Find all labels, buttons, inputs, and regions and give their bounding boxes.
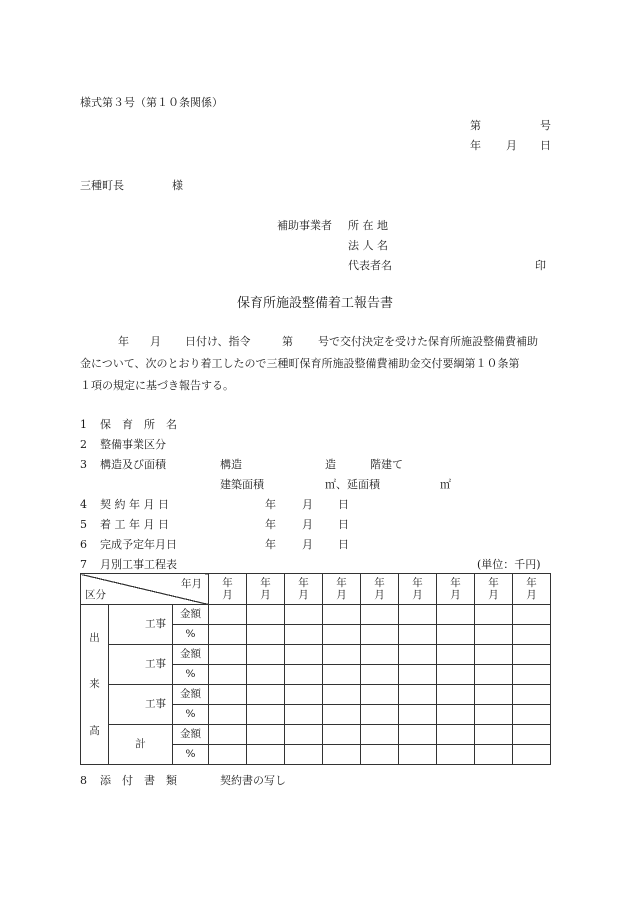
- input-cell[interactable]: [285, 645, 323, 665]
- input-cell[interactable]: [513, 645, 551, 665]
- input-cell[interactable]: [247, 745, 285, 765]
- input-cell[interactable]: [247, 645, 285, 665]
- complete-month: 月: [302, 538, 313, 551]
- doc-date-day: 日: [540, 139, 551, 152]
- input-cell[interactable]: [209, 605, 247, 625]
- input-cell[interactable]: [209, 645, 247, 665]
- item-label-6: 完成予定年月日: [100, 538, 177, 551]
- input-cell[interactable]: [323, 725, 361, 745]
- work-label: 工事: [109, 685, 173, 725]
- input-cell[interactable]: [285, 625, 323, 645]
- input-cell[interactable]: [323, 605, 361, 625]
- input-cell[interactable]: [399, 605, 437, 625]
- side-label-dekidaka: 出 来 高: [81, 605, 109, 765]
- item-label-8: 添 付 書 類: [100, 774, 177, 787]
- input-cell[interactable]: [399, 745, 437, 765]
- body-no-prefix: 第: [282, 335, 293, 348]
- input-cell[interactable]: [247, 725, 285, 745]
- doc-date-year: 年: [470, 139, 481, 152]
- input-cell[interactable]: [475, 645, 513, 665]
- percent-label: %: [173, 625, 209, 645]
- contract-year: 年: [265, 498, 276, 511]
- body-year: 年: [118, 335, 129, 348]
- work-label: 工事: [109, 645, 173, 685]
- input-cell[interactable]: [513, 725, 551, 745]
- month-col-header: 年 月: [475, 574, 513, 605]
- month-col-header: 年 月: [323, 574, 361, 605]
- percent-label: %: [173, 705, 209, 725]
- input-cell[interactable]: [361, 725, 399, 745]
- applicant-corp-label: 法 人 名: [348, 239, 388, 252]
- amount-label: 金額: [173, 725, 209, 745]
- start-month: 月: [302, 518, 313, 531]
- input-cell[interactable]: [437, 665, 475, 685]
- form-number: 様式第３号（第１０条関係）: [80, 96, 223, 109]
- input-cell[interactable]: [361, 665, 399, 685]
- input-cell[interactable]: [437, 685, 475, 705]
- contract-day: 日: [338, 498, 349, 511]
- input-cell[interactable]: [513, 625, 551, 645]
- month-col-header: 年 月: [209, 574, 247, 605]
- input-cell[interactable]: [399, 705, 437, 725]
- input-cell[interactable]: [399, 625, 437, 645]
- input-cell[interactable]: [475, 665, 513, 685]
- input-cell[interactable]: [399, 645, 437, 665]
- percent-label: %: [173, 665, 209, 685]
- input-cell[interactable]: [361, 745, 399, 765]
- input-cell[interactable]: [247, 625, 285, 645]
- input-cell[interactable]: [285, 685, 323, 705]
- building-area-label: 建築面積: [220, 478, 264, 491]
- input-cell[interactable]: [513, 705, 551, 725]
- unit-note: (単位：千円): [477, 558, 541, 571]
- input-cell[interactable]: [361, 685, 399, 705]
- schedule-table: [80, 573, 551, 765]
- applicant-rep-label: 代表者名: [348, 259, 392, 272]
- input-cell[interactable]: [399, 685, 437, 705]
- item-label-1: 保 育 所 名: [100, 418, 177, 431]
- input-cell[interactable]: [475, 705, 513, 725]
- body-month: 月: [150, 335, 161, 348]
- input-cell[interactable]: [513, 665, 551, 685]
- input-cell[interactable]: [437, 725, 475, 745]
- input-cell[interactable]: [437, 605, 475, 625]
- input-cell[interactable]: [247, 605, 285, 625]
- structure-zou: 造: [325, 458, 336, 471]
- input-cell[interactable]: [475, 605, 513, 625]
- amount-label: 金額: [173, 605, 209, 625]
- total-label: 計: [109, 725, 173, 765]
- input-cell[interactable]: [247, 665, 285, 685]
- input-cell[interactable]: [285, 745, 323, 765]
- percent-label: %: [173, 745, 209, 765]
- structure-floors: 階建て: [370, 458, 403, 471]
- month-col-header: 年 月: [399, 574, 437, 605]
- input-cell[interactable]: [475, 745, 513, 765]
- input-cell[interactable]: [247, 685, 285, 705]
- input-cell[interactable]: [361, 705, 399, 725]
- amount-label: 金額: [173, 645, 209, 665]
- input-cell[interactable]: [437, 745, 475, 765]
- input-cell[interactable]: [285, 725, 323, 745]
- month-col-header: 年 月: [437, 574, 475, 605]
- seal-mark: 印: [535, 259, 546, 272]
- input-cell[interactable]: [361, 625, 399, 645]
- month-col-header: 年 月: [361, 574, 399, 605]
- input-cell[interactable]: [209, 685, 247, 705]
- input-cell[interactable]: [209, 705, 247, 725]
- header-diagonal-cell: [81, 574, 209, 605]
- input-cell[interactable]: [399, 665, 437, 685]
- item-num-3: 3: [80, 458, 87, 471]
- month-col-header: 年 月: [513, 574, 551, 605]
- amount-label: 金額: [173, 685, 209, 705]
- item-label-2: 整備事業区分: [100, 438, 166, 451]
- table-row: [81, 645, 551, 665]
- table-row: [81, 685, 551, 705]
- body-line2: 金について、次のとおり着工したので三種町保育所施設整備費補助金交付要綱第１０条第: [80, 357, 520, 370]
- structure-label: 構造: [220, 458, 242, 471]
- input-cell[interactable]: [513, 685, 551, 705]
- body-line3: １項の規定に基づき報告する。: [80, 379, 234, 392]
- work-label: 工事: [109, 605, 173, 645]
- month-col-header: 年 月: [285, 574, 323, 605]
- input-cell[interactable]: [323, 705, 361, 725]
- item-label-4: 契 約 年 月 日: [100, 498, 169, 511]
- body-day-ref: 日付け、指令: [185, 335, 251, 348]
- attachments-value: 契約書の写し: [220, 774, 286, 787]
- schedule-header-row: [81, 574, 551, 605]
- input-cell[interactable]: [513, 605, 551, 625]
- month-col-header: 年 月: [247, 574, 285, 605]
- start-year: 年: [265, 518, 276, 531]
- input-cell[interactable]: [399, 725, 437, 745]
- body-line1-rest: 号で交付決定を受けた保育所施設整備費補助: [318, 335, 538, 348]
- header-ym: 年月: [181, 578, 203, 590]
- input-cell[interactable]: [209, 625, 247, 645]
- table-row: [81, 605, 551, 625]
- item-num-2: 2: [80, 438, 87, 451]
- input-cell[interactable]: [475, 625, 513, 645]
- input-cell[interactable]: [285, 605, 323, 625]
- doc-number-suffix: 号: [540, 119, 551, 132]
- input-cell[interactable]: [247, 705, 285, 725]
- item-num-7: 7: [80, 558, 87, 571]
- complete-day: 日: [338, 538, 349, 551]
- item-num-5: 5: [80, 518, 87, 531]
- input-cell[interactable]: [323, 645, 361, 665]
- item-label-7: 月別工事工程表: [100, 558, 177, 571]
- item-label-5: 着 工 年 月 日: [100, 518, 169, 531]
- input-cell[interactable]: [209, 725, 247, 745]
- input-cell[interactable]: [323, 665, 361, 685]
- input-cell[interactable]: [513, 745, 551, 765]
- input-cell[interactable]: [437, 625, 475, 645]
- doc-date-month: 月: [506, 139, 517, 152]
- input-cell[interactable]: [475, 685, 513, 705]
- item-label-3: 構造及び面積: [100, 458, 166, 471]
- item-num-1: 1: [80, 418, 87, 431]
- input-cell[interactable]: [323, 745, 361, 765]
- complete-year: 年: [265, 538, 276, 551]
- item-num-4: 4: [80, 498, 87, 511]
- input-cell[interactable]: [323, 685, 361, 705]
- input-cell[interactable]: [209, 745, 247, 765]
- item-num-6: 6: [80, 538, 87, 551]
- addressee-name: 三種町長: [80, 179, 124, 192]
- input-cell[interactable]: [285, 705, 323, 725]
- floor-area-label: ㎡、延面積: [325, 478, 380, 491]
- applicant-role: 補助事業者: [277, 219, 332, 232]
- input-cell[interactable]: [323, 625, 361, 645]
- contract-month: 月: [302, 498, 313, 511]
- input-cell[interactable]: [361, 605, 399, 625]
- header-kubun: 区分: [85, 588, 106, 601]
- input-cell[interactable]: [437, 705, 475, 725]
- doc-number-prefix: 第: [470, 119, 481, 132]
- page-title: 保育所施設整備着工報告書: [236, 296, 393, 311]
- input-cell[interactable]: [437, 645, 475, 665]
- table-row: [81, 725, 551, 745]
- applicant-address-label: 所 在 地: [348, 219, 388, 232]
- area-unit: ㎡: [440, 478, 451, 491]
- addressee-honorific: 様: [172, 179, 183, 192]
- start-day: 日: [338, 518, 349, 531]
- input-cell[interactable]: [285, 665, 323, 685]
- input-cell[interactable]: [475, 725, 513, 745]
- input-cell[interactable]: [209, 665, 247, 685]
- item-num-8: 8: [80, 774, 87, 787]
- input-cell[interactable]: [361, 645, 399, 665]
